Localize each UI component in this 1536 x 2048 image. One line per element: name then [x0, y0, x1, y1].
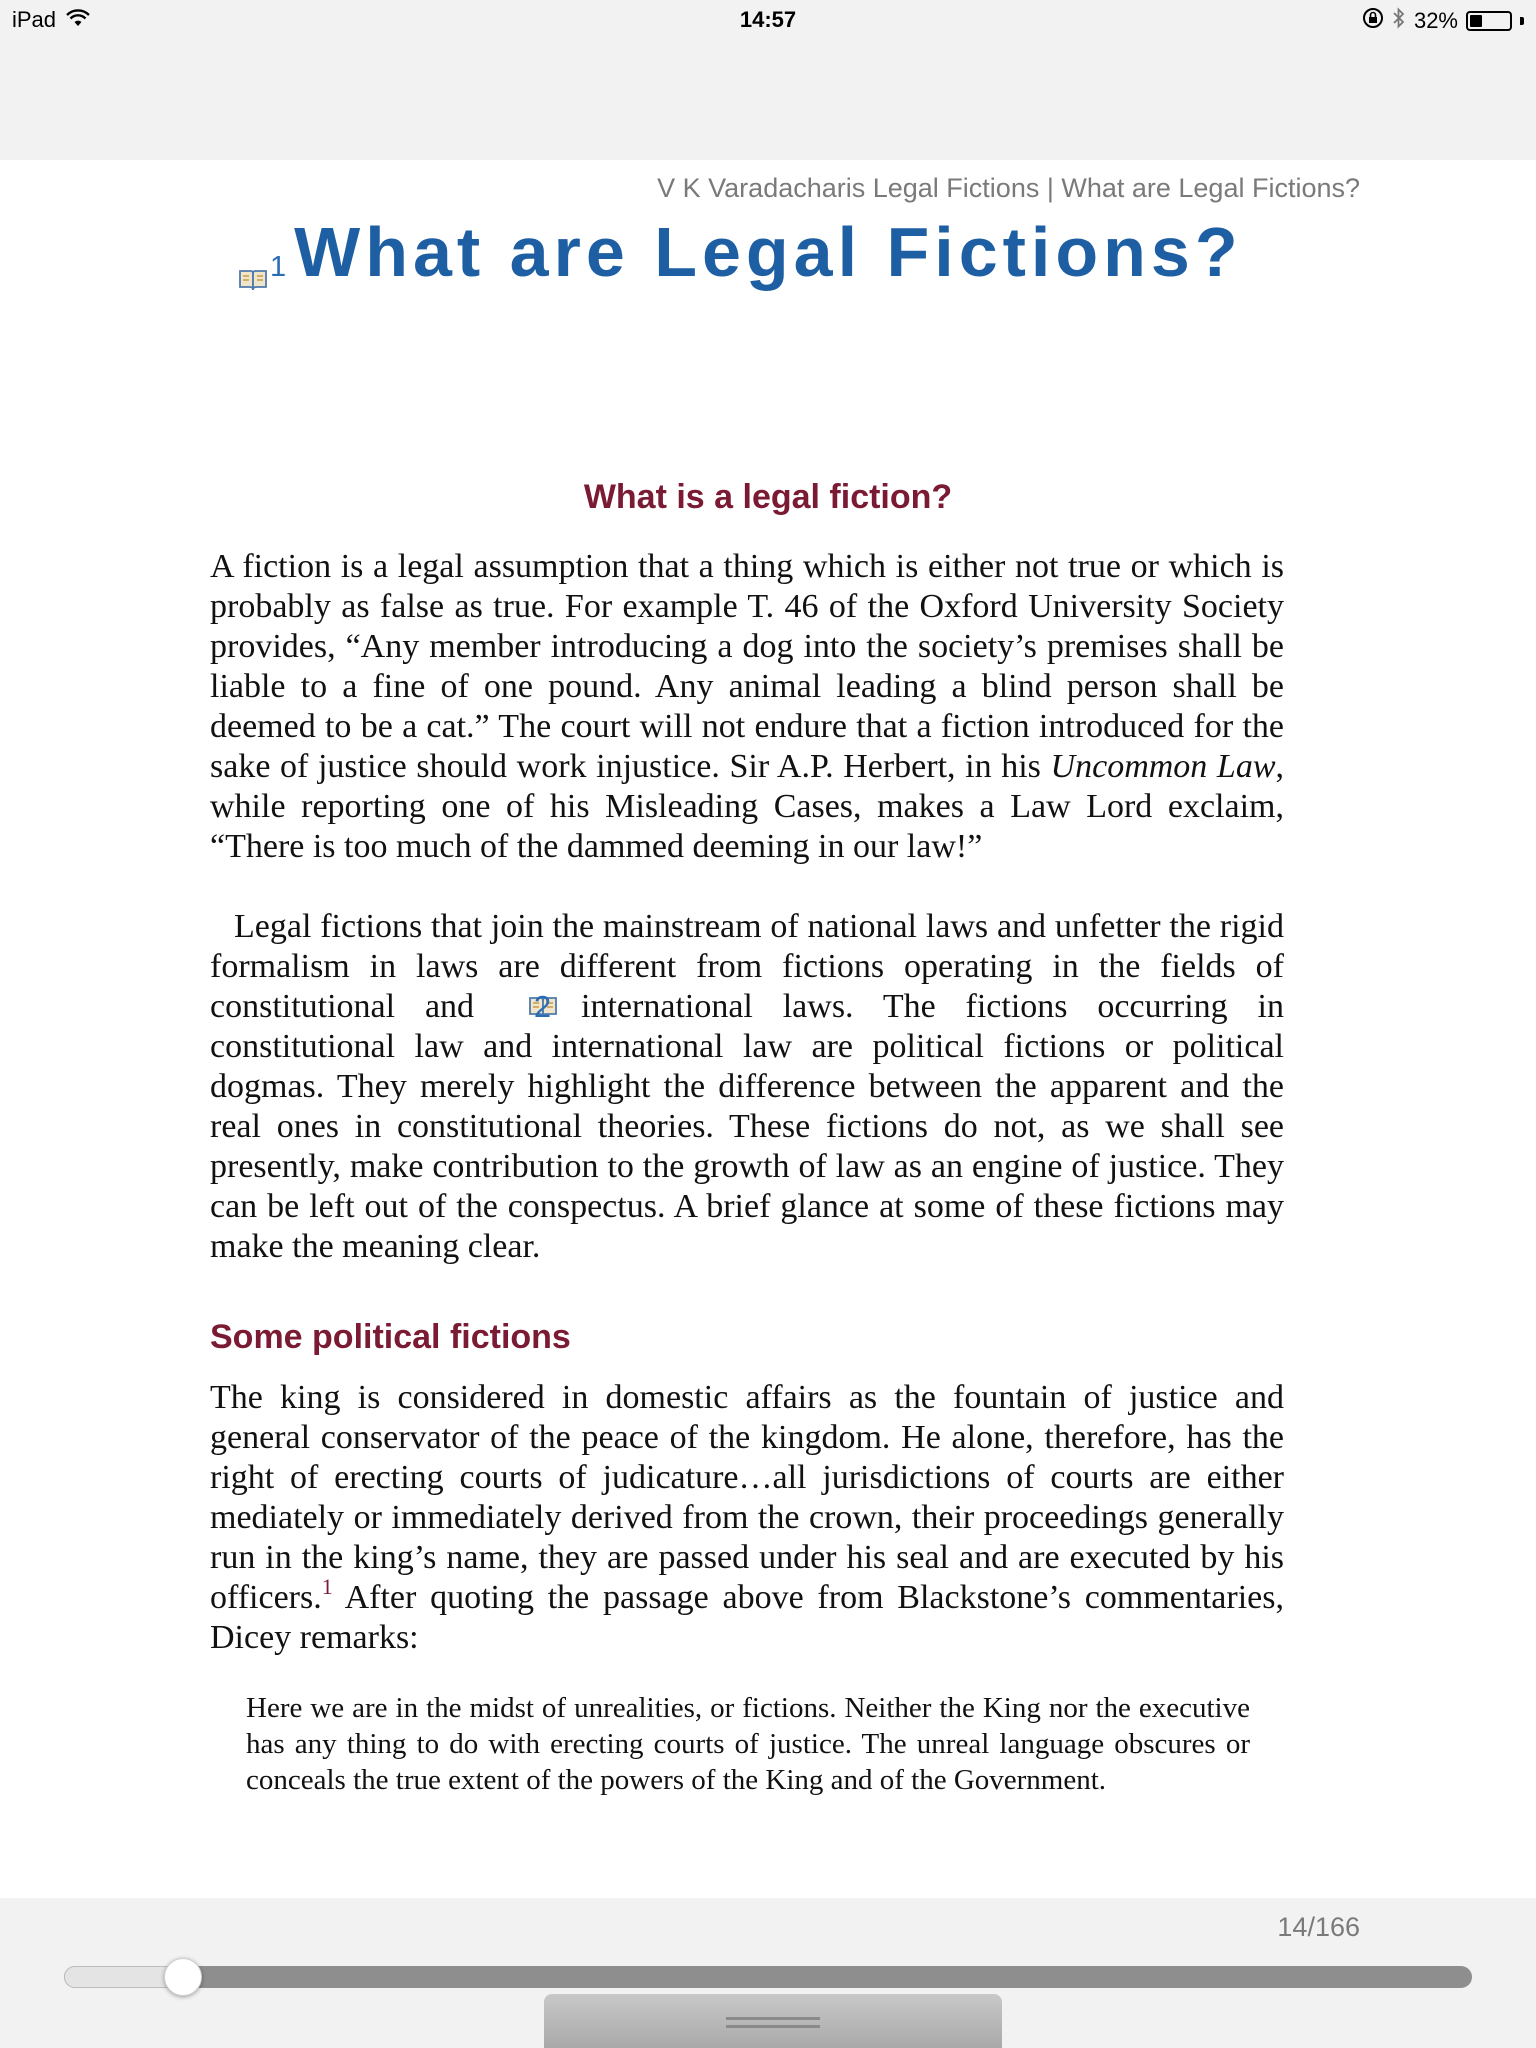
battery-icon: [1466, 11, 1512, 31]
bluetooth-icon: [1392, 6, 1406, 36]
bottom-handle-tab[interactable]: [544, 1994, 1002, 2048]
bottom-bar: [0, 1898, 1536, 2048]
paragraph-3: [210, 1378, 1284, 1658]
grip-line: [726, 2025, 820, 2028]
battery-fill: [1470, 15, 1482, 27]
paragraph-1-text: A fiction is a legal assumption that a thing which is either not true or which is probably as false as true. For example T. 46 of the Oxford University Society provides, “Any member introducing a dog into the society’s premises shall be liable to a fine of one pound. Any animal leading a blind person shall be deemed to be a cat.” The court will not endure that a fiction introduced for the sake of justice should work injustice. Sir A.P. Herbert, in his: [210, 548, 1284, 785]
paragraph-2-end: international laws. The fictions occurring in constitutional law and international law are political fictions or political dogmas. They merely highlight the difference between the apparent and the real ones in constitutional theories. These fictions do not, as we shall see presently, make contribution to the growth of law as an engine of justice. They can be left out of the conspectus. A brief glance at some of these fictions may make the meaning clear.: [210, 988, 1284, 1265]
paragraph-3-text: The king is considered in domestic affairs as the fountain of justice and general conservator of the peace of the kingdom. He alone, therefore, has the right of erecting courts of judicature…all jurisdictions of courts are either mediately or immediately derived from the crown, their proceedings generally run in the king’s name, they are passed under his seal and are executed by his officers.: [210, 1379, 1284, 1616]
chapter-note-number[interactable]: 1: [270, 251, 287, 283]
running-head: V K Varadacharis Legal Fictions | What are Legal Fictions?: [657, 173, 1360, 203]
paragraph-1-end: , while reporting one of his Misleading Cases, makes a Law Lord exclaim, “There is too much of the dammed deeming in our law!”: [210, 748, 1285, 865]
grip-line: [726, 2017, 820, 2020]
paragraph-2-text: Legal fictions that join the mainstream of national laws and unfetter the rigid formalism in laws are different from fictions operating in the fields of constitutional and: [210, 908, 1284, 1025]
paragraph-3-end: After quoting the passage above from Blackstone’s commentaries, Dicey remarks:: [210, 1579, 1284, 1656]
paragraph-2: [210, 907, 1284, 1267]
status-time: 14:57: [739, 7, 797, 32]
block-quote: Here we are in the midst of unrealities, or fictions. Neither the King nor the executive has any thing to do with erecting courts of justice. The unreal language obscures or conceals the true extent of the powers of the King and of the Government.: [246, 1692, 1250, 1796]
battery-percent: 32%: [1413, 8, 1458, 33]
page-title: What are Legal Fictions?: [294, 213, 1243, 291]
orientation-lock-icon: [1362, 7, 1384, 35]
sub-heading: Some political fictions: [210, 1318, 571, 1356]
top-toolbar-band[interactable]: [0, 40, 1536, 160]
section-heading: What is a legal fiction?: [583, 478, 953, 516]
inline-note-number[interactable]: 2: [533, 989, 552, 1024]
book-title-italic: Uncommon Law: [1050, 748, 1276, 785]
inline-note-ref[interactable]: [504, 988, 551, 1025]
book-note-icon[interactable]: [238, 268, 268, 292]
footnote-marker[interactable]: 1: [321, 1574, 333, 1599]
device-name: iPad: [12, 7, 57, 32]
battery-nub: [1520, 17, 1524, 25]
status-bar: [0, 0, 1536, 40]
status-right: [1362, 6, 1524, 36]
page-slider-thumb[interactable]: [164, 1958, 202, 1996]
page-slider-track[interactable]: [64, 1966, 1472, 1988]
paragraph-1: [210, 547, 1284, 867]
book-note-icon[interactable]: [504, 989, 534, 1013]
page-count: 14/166: [1277, 1912, 1360, 1942]
chapter-title: [238, 212, 1243, 292]
